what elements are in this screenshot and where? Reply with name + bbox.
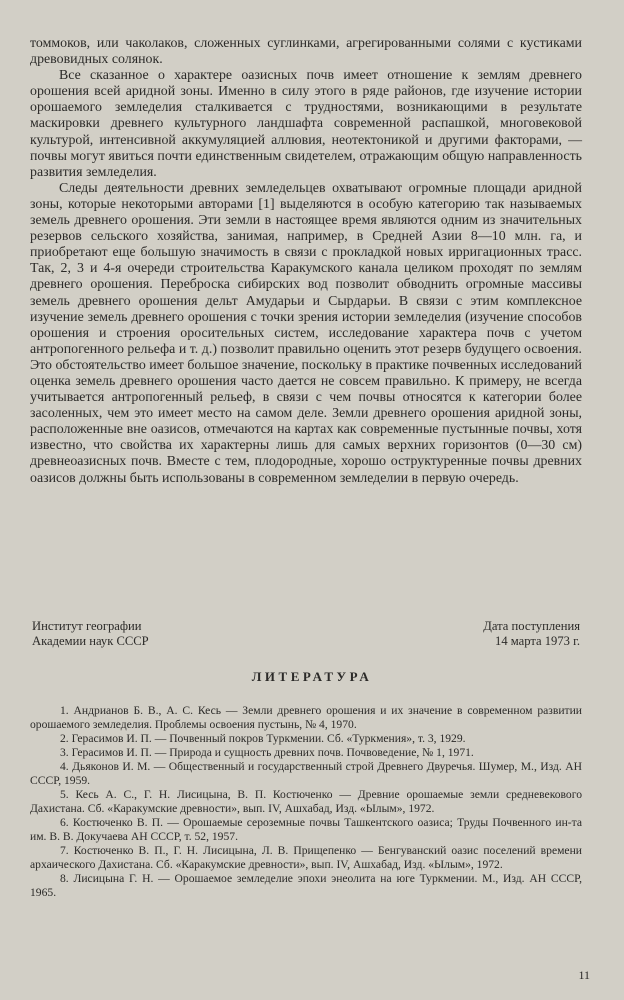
- affiliation-line: Академии наук СССР: [32, 634, 149, 648]
- affiliation-line: Институт географии: [32, 619, 142, 633]
- page-number: 11: [578, 968, 590, 982]
- literature-heading: ЛИТЕРАТУРА: [251, 669, 373, 684]
- reference-item: 8. Лисицына Г. Н. — Орошаемое земледелие эпохи энеолита на юге Туркмении. М., Изд. АН СССР, 1965.: [30, 872, 582, 899]
- reference-item: 5. Кесь А. С., Г. Н. Лисицына, В. П. Костюченко — Древние орошаемые земли средневекового Дахистана. Сб. «Каракумские древности», вып. IV, Ашхабад, Изд. «Ылым», 1972.: [30, 788, 582, 815]
- reference-item: 2. Герасимов И. П. — Почвенный покров Туркмении. Сб. «Туркмения», т. 3, 1929.: [60, 732, 466, 745]
- paragraph: Все сказанное о характере оазисных почв имеет отношение к землям древнего орошения всей аридной зоны. Именно в силу этого в ряде районов, где изучение истории орошаемого земледелия сталкивается с трудностями, возникающими в результате маскировки древнего культурного ландшафта современной распашкой, многовековой культурой, интенсивной аккумуляцией аллювия, неотектоникой и другими факторами, — почвы могут явиться почти единственным свидетелем, отражающим общую направленность развития земледелия.: [30, 68, 582, 180]
- reference-item: 1. Андрианов Б. В., А. С. Кесь — Земли древнего орошения и их значение в современном развитии орошаемого земледелия. Проблемы освоения пустынь, № 4, 1970.: [30, 704, 582, 731]
- affiliation: [32, 619, 149, 649]
- reference-item: 6. Костюченко В. П. — Орошаемые сероземные почвы Ташкентского оазиса; Труды Почвенного ин-та им. В. В. Докучаева АН СССР, т. 52, 1957.: [30, 816, 582, 843]
- received-date: [483, 619, 580, 649]
- body-text: [30, 36, 582, 487]
- reference-item: 7. Костюченко В. П., Г. Н. Лисицына, Л. В. Прищепенко — Бенгуванский оазис поселений времени архаического Дахистана. Сб. «Каракумские древности», вып. IV, Ашхабад, Изд. «Ылым», 1972.: [30, 844, 582, 871]
- received-value: 14 марта 1973 г.: [495, 634, 580, 648]
- paragraph-continuation: томмоков, или чаколаков, сложенных суглинками, агрегированными солями с кустиками древовидных солянок.: [30, 36, 582, 68]
- reference-list: [30, 704, 582, 900]
- paragraph: Следы деятельности древних земледельцев охватывают огромные площади аридной зоны, которые некоторыми авторами [1] выделяются в особую категорию так называемых земель древнего орошения. Эти земли в настоящее время являются одним из значительных резервов сельского хозяйства, занимая, например, в Средней Азии 8—10 млн. га, и приобретают еще большую значимость в связи с прокладкой новых ирригационных трасс. Так, 2, 3 и 4-я очереди строительства Каракумского канала целиком проходят по землям древнего орошения. Переброска сибирских вод позволит обводнить огромные массивы земель древнего орошения дельт Амударьи и Сырдарьи. В связи с этим комплексное изучение земель древнего орошения с точки зрения истории земледелия (изучение способов орошения и строения оросительных систем, исследование характера почв с учетом антропогенного рельефа и т. д.) позволит правильно оценить этот резерв будущего освоения. Это обстоятельство имеет большое значение, поскольку в практике почвенных исследований оценка земель древнего орошения часто дается не совсем правильно. К примеру, не всегда учитывается антропогенный рельеф, в связи с чем почвы относятся к категории более засоленных, чем это имеет место на самом деле. Земли древнего орошения аридной зоны, расположенные вне оазисов, отмечаются на картах как современные пустынные почвы, хотя известно, что свойства их характерны лишь для самых верхних горизонтов (0—30 см) древнеоазисных почв. Вместе с тем, плодородные, хорошо оструктуренные почвы древних оазисов должны быть использованы в современном земледелии в первую очередь.: [30, 180, 582, 486]
- received-label: Дата поступления: [483, 619, 580, 633]
- reference-item: 4. Дьяконов И. М. — Общественный и государственный строй Древнего Двуречья. Шумер, М., Изд. АН СССР, 1959.: [30, 760, 582, 787]
- reference-item: 3. Герасимов И. П. — Природа и сущность древних почв. Почвоведение, № 1, 1971.: [60, 746, 474, 759]
